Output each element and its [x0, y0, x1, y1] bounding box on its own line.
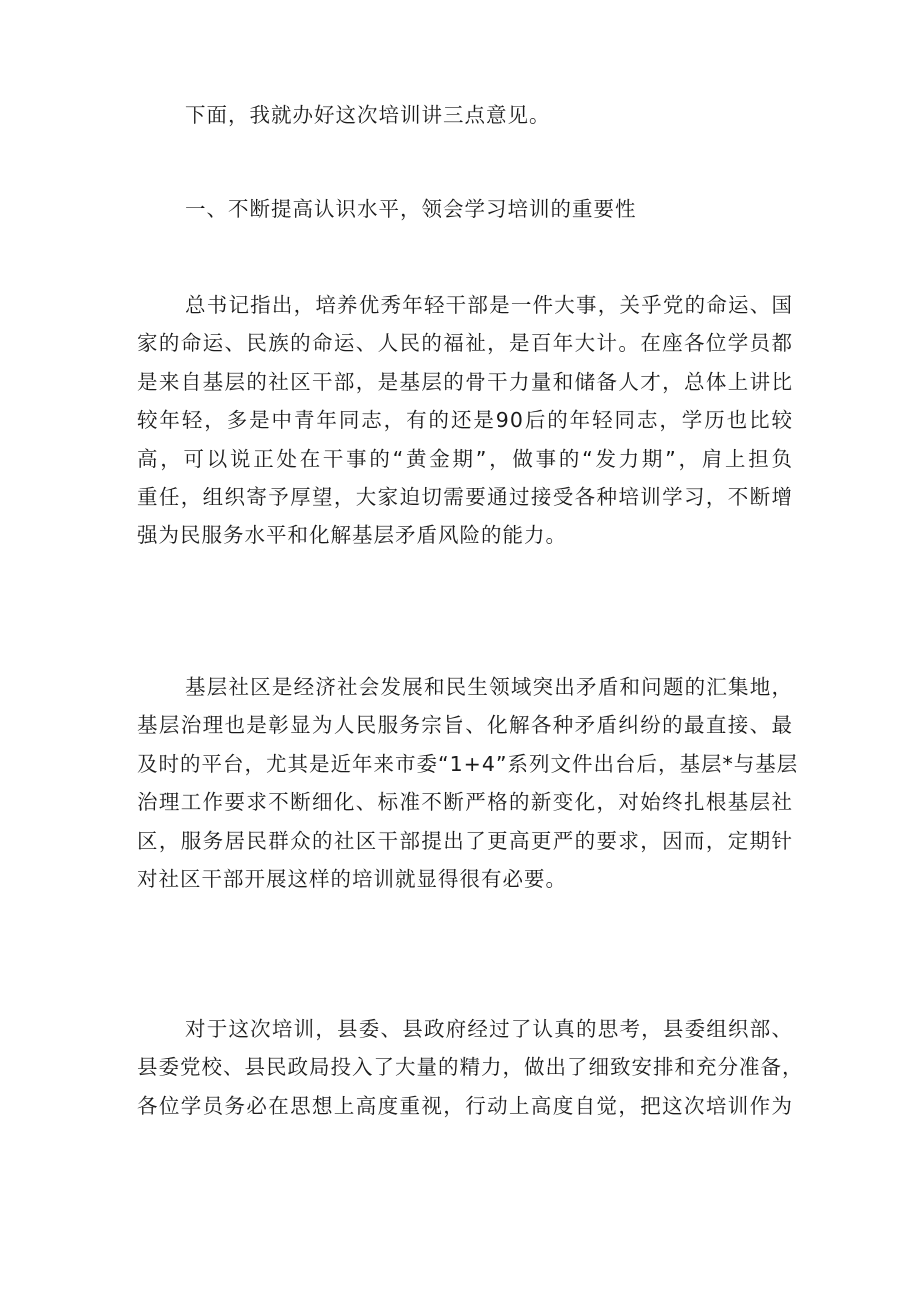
paragraph-line: 及时的平台，尤其是近年来市委“1+4”系列文件出台后，基层*与基层 [137, 751, 799, 776]
paragraph-line: 强为民服务水平和化解基层矛盾风险的能力。 [137, 523, 567, 548]
paragraph-line: 基层治理也是彰显为人民服务宗旨、化解各种矛盾纠纷的最直接、最 [137, 713, 793, 738]
paragraph-line: 治理工作要求不断细化、标准不断严格的新变化，对始终扎根基层社 [137, 790, 793, 815]
paragraph-line: 较年轻，多是中青年同志，有的还是90后的年轻同志，学历也比较 [137, 408, 793, 433]
section-heading: 一、不断提高认识水平，领会学习培训的重要性 [185, 197, 637, 221]
intro-paragraph: 下面，我就办好这次培训讲三点意见。 [185, 103, 551, 127]
paragraph-line: 对社区干部开展这样的培训就显得很有必要。 [137, 867, 567, 892]
paragraph-1 [137, 286, 793, 555]
paragraph-line: 高，可以说正处在干事的“黄金期”，做事的“发力期”，肩上担负 [137, 446, 793, 471]
paragraph-line: 重任，组织寄予厚望，大家迫切需要通过接受各种培训学习，不断增 [137, 485, 793, 510]
paragraph-line: 对于这次培训，县委、县政府经过了认真的思考，县委组织部、 [185, 1017, 793, 1041]
paragraph-2 [137, 668, 799, 898]
paragraph-line: 是来自基层的社区干部，是基层的骨干力量和储备人才，总体上讲比 [137, 369, 793, 394]
paragraph-line: 家的命运、民族的命运、人民的福祉，是百年大计。在座各位学员都 [137, 331, 793, 356]
paragraph-line: 总书记指出，培养优秀年轻干部是一件大事，关乎党的命运、国 [185, 293, 793, 317]
paragraph-3 [137, 1010, 804, 1125]
paragraph-line: 区，服务居民群众的社区干部提出了更高更严的要求，因而，定期针 [137, 828, 793, 853]
paragraph-line: 县委党校、县民政局投入了大量的精力，做出了细致安排和充分准备， [137, 1055, 804, 1080]
paragraph-line: 各位学员务必在思想上高度重视，行动上高度自觉，把这次培训作为 [137, 1093, 793, 1118]
paragraph-line: 基层社区是经济社会发展和民生领域突出矛盾和问题的汇集地， [185, 675, 793, 699]
